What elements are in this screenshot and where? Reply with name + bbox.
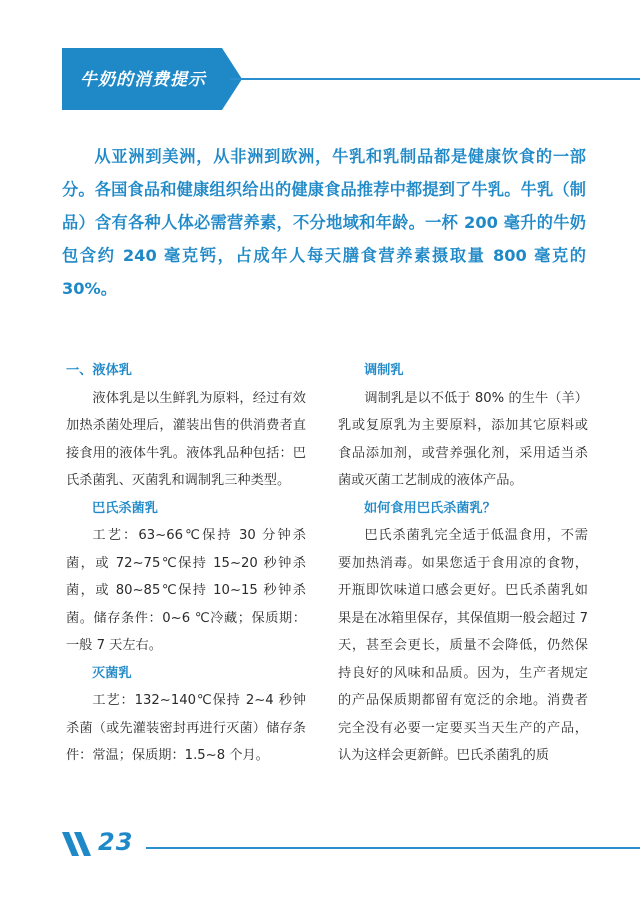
intro-paragraph	[62, 140, 586, 305]
heading-pasteurized: 巴氏杀菌乳	[92, 500, 158, 516]
section-banner	[62, 48, 242, 110]
heading-sterilized: 灭菌乳	[92, 665, 132, 681]
section-title: 牛奶的消费提示	[80, 70, 206, 90]
modified-milk-text: 调制乳是以不低于 80% 的生牛（羊）乳或复原乳为主要原料，添加其它原料或食品添加剂，或营养强化剂，采用适当杀菌或灭菌工艺制成的液体产品。	[338, 390, 588, 488]
pasteurized-text: 工艺：63~66℃保持 30 分钟杀菌，或 72~75℃保持 15~20 秒钟杀菌，或 80~85℃保持 10~15 秒钟杀菌。储存条件：0~6 ℃冷藏；保质期：一般 7 天左右。	[66, 528, 306, 653]
how-to-drink-text: 巴氏杀菌乳完全适于低温食用，不需要加热消毒。如果您适于食用凉的食物，开瓶即饮味道口感会更好。巴氏杀菌乳如果是在冰箱里保存，其保值期一般会超过 7 天，甚至会更长，质量不会降低，仍然保持良好的风味和品质。因为，生产者规定的产品保质期都留有宽泛的余地。消费者完全没有必要一定要买当天生产的产品，认为这样会更新鲜。巴氏杀菌乳的质	[338, 528, 588, 763]
heading-liquid-milk: 一、液体乳	[66, 363, 132, 378]
right-column	[338, 357, 588, 770]
footer-slash-icon	[62, 832, 96, 856]
heading-how-to-drink: 如何食用巴氏杀菌乳？	[364, 500, 496, 516]
footer-divider	[146, 847, 640, 849]
left-column	[66, 357, 306, 770]
sterilized-text: 工艺：132~140℃保持 2~4 秒钟杀菌（或先灌装密封再进行灭菌）储存条件：常温；保质期：1.5~8 个月。	[66, 693, 306, 763]
page-footer	[62, 828, 640, 858]
page-number: 23	[98, 828, 134, 856]
intro-text: 从亚洲到美洲，从非洲到欧洲，牛乳和乳制品都是健康饮食的一部分。各国食品和健康组织给出的健康食品推荐中都提到了牛乳。牛乳（制品）含有各种人体必需营养素，不分地域和年龄。一杯 200 毫升的牛奶包含约 240 毫克钙，占成年人每天膳食营养素摄取量 800 毫克的 30%。	[62, 147, 586, 298]
banner-divider	[230, 78, 640, 80]
liquid-milk-text: 液体乳是以生鲜乳为原料，经过有效加热杀菌处理后，灌装出售的供消费者直接食用的液体牛乳。液体乳品种包括：巴氏杀菌乳、灭菌乳和调制乳三种类型。	[66, 390, 306, 488]
heading-modified-milk: 调制乳	[364, 363, 404, 378]
